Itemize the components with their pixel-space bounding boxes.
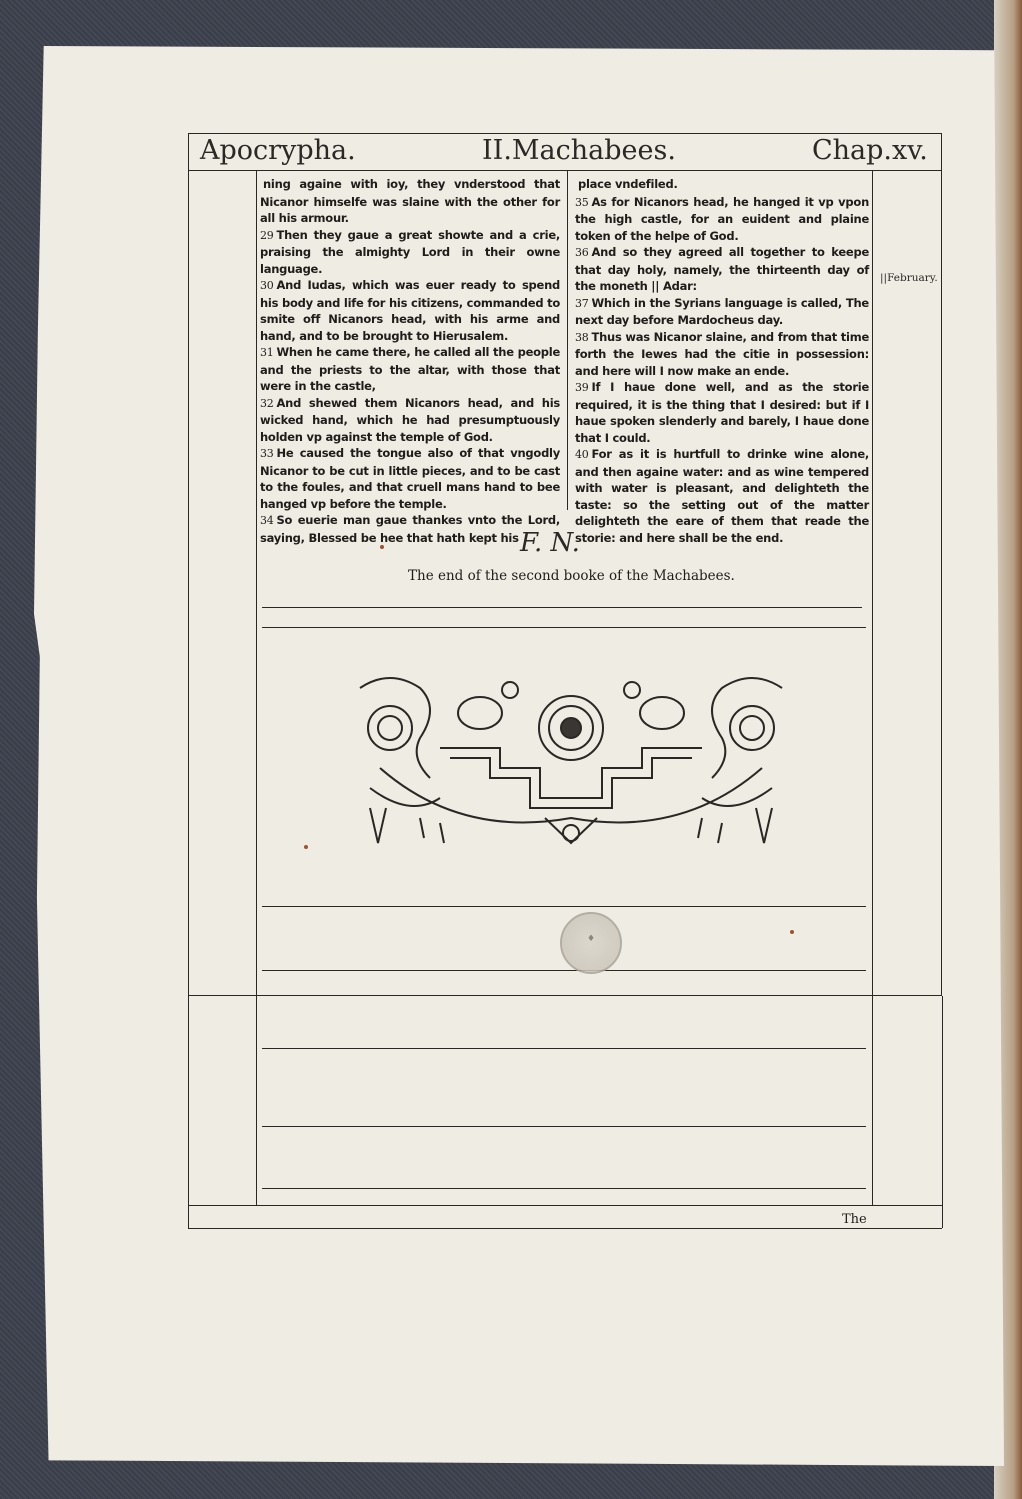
ornament-putto-right: [640, 697, 684, 729]
verse: 33 He caused the tongue also of that vngodly Nicanor to be cut in little pieces, and to be cast to the foules, and that cruell mans hand to bee hanged vp before the temple.: [260, 446, 560, 511]
right-margin-rule: [872, 170, 873, 1205]
blank-rule: [262, 970, 866, 971]
ornament-scroll-left: [360, 678, 430, 778]
ornament-putto-left: [458, 697, 502, 729]
header-rule: [188, 170, 942, 171]
verse: 40 For as it is hurtfull to drinke wine alone, and then againe water: and as wine tempered with water is pleasant, and delighteth the taste: so the setting out of the matter delighteth the eare of them that reade the storie: and here shall be the end.: [575, 447, 869, 545]
end-of-book-line: The end of the second booke of the Machabees.: [408, 568, 735, 584]
bottom-rule: [188, 1205, 942, 1206]
running-head-left: Apocrypha.: [200, 135, 356, 166]
verse: 36 And so they agreed all together to keepe that day holy, namely, the thirteenth day of the moneth || Adar:: [575, 245, 869, 293]
left-column: [260, 176, 560, 546]
verse: ning againe with ioy, they vnderstood that Nicanor himselfe was slaine with the other for all his armour.: [260, 177, 560, 225]
running-head-center: II.Machabees.: [482, 135, 676, 166]
foot-right-rule: [942, 996, 943, 1228]
spot: [790, 930, 794, 934]
woodcut-ornament: [350, 668, 792, 858]
verse: 38 Thus was Nicanor slaine, and from that time forth the Iewes had the citie in possession: and here will I now make an ende.: [575, 329, 869, 378]
blank-rule: [262, 627, 866, 628]
verse: 32 And shewed them Nicanors head, and his wicked hand, which he had presumptuously holden vp against the temple of God.: [260, 395, 560, 444]
library-stamp: ♦: [560, 912, 622, 974]
right-column: [575, 176, 869, 546]
blank-rule: [262, 1126, 866, 1127]
margin-note: ||February.: [880, 272, 938, 284]
verse: 31 When he came there, he called all the people and the priests to the altar, with those that were in the castle,: [260, 345, 560, 393]
verse: 37 Which in the Syrians language is called, The next day before Mardocheus day.: [575, 295, 869, 327]
foot-left-rule: [188, 996, 189, 1228]
column-divider: [567, 170, 568, 510]
blank-rule: [262, 607, 862, 608]
verse: 34 So euerie man gaue thankes vnto the Lord, saying, Blessed be hee that hath kept his: [260, 513, 560, 545]
ornament-scroll-right: [712, 678, 782, 778]
blank-rule: [262, 1188, 866, 1189]
finis-mark: F. N.: [520, 528, 580, 558]
blank-rule: [262, 906, 866, 907]
spot: [304, 845, 308, 849]
verse: 30 And Iudas, which was euer ready to spend his body and life for his citizens, commanded to smite off Nicanors head, with his arme and hand, and to be brought to Hierusalem.: [260, 278, 560, 343]
verse: 39 If I haue done well, and as the storie required, it is the thing that I desired: but if I haue spoken slenderly and barely, I haue done that I could.: [575, 380, 869, 445]
verse: 35 As for Nicanors head, he hanged it vp vpon the high castle, for an euident and plaine token of the helpe of God.: [575, 194, 869, 243]
verse: 29 Then they gaue a great showte and a crie, praising the almighty Lord in their owne language.: [260, 227, 560, 276]
foot-rule: [188, 1228, 942, 1229]
verse: place vndefiled.: [578, 177, 678, 191]
blank-rule: [262, 1048, 866, 1049]
catchword: The: [842, 1212, 867, 1227]
left-margin-rule: [256, 170, 257, 1205]
spot: [380, 545, 384, 549]
running-head-right: Chap.xv.: [812, 135, 928, 166]
